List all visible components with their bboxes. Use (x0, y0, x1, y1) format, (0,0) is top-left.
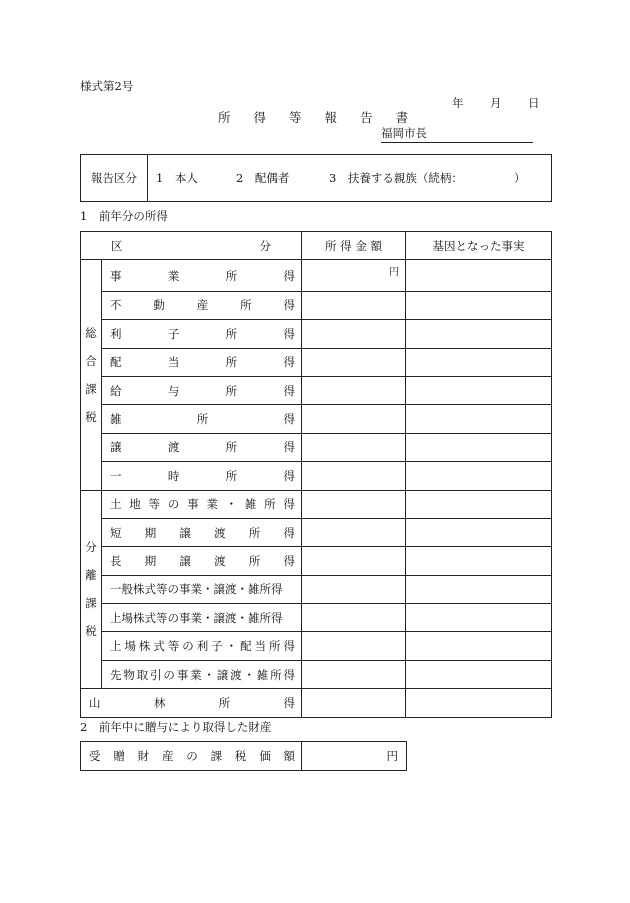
col-amount: 所 得 金 額 (302, 232, 406, 260)
basis-cell[interactable] (406, 689, 552, 717)
amount-cell[interactable] (302, 462, 406, 490)
amount-cell[interactable]: 円 (302, 260, 406, 291)
date-month: 月 (490, 96, 502, 110)
row-label: 土 地 等 の 事 業 ・ 雑 所 得 (102, 490, 302, 518)
basis-cell[interactable] (406, 376, 552, 404)
table-row (81, 742, 407, 771)
basis-cell[interactable] (406, 405, 552, 433)
table-row (81, 348, 552, 376)
gift-amount-cell[interactable]: 円 (302, 742, 407, 771)
basis-cell[interactable] (406, 291, 552, 319)
basis-cell[interactable] (406, 632, 552, 660)
group2-label: 分 離 課 税 (81, 490, 102, 689)
amount-cell[interactable] (302, 376, 406, 404)
amount-cell[interactable] (302, 575, 406, 603)
amount-cell[interactable] (302, 660, 406, 688)
table-row (81, 462, 552, 490)
table-row (81, 689, 552, 717)
row-label: 配 当 所 得 (102, 348, 302, 376)
gift-table (80, 741, 407, 771)
table-row (81, 575, 552, 603)
row-label: 事 業 所 得 (102, 260, 302, 291)
amount-cell[interactable] (302, 433, 406, 461)
amount-cell[interactable] (302, 604, 406, 632)
income-table (80, 231, 552, 718)
col-category (81, 232, 302, 260)
basis-cell[interactable] (406, 518, 552, 546)
basis-cell[interactable] (406, 575, 552, 603)
group1-label: 総 合 課 税 (81, 260, 102, 490)
amount-cell[interactable] (302, 291, 406, 319)
table-row (81, 260, 552, 291)
option-spouse[interactable]: 2 配偶者 (236, 171, 290, 185)
basis-cell[interactable] (406, 547, 552, 575)
table-row (81, 433, 552, 461)
gift-row-label: 受 贈 財 産 の 課 税 価 額 (81, 742, 302, 771)
row-label: 短 期 譲 渡 所 得 (102, 518, 302, 546)
option-dependent-close: ） (514, 171, 526, 185)
row-label: 利 子 所 得 (102, 320, 302, 348)
date-line (452, 95, 540, 111)
row-label-forest: 山 林 所 得 (81, 689, 302, 717)
report-class-table (80, 154, 552, 202)
table-row (81, 660, 552, 688)
title-char: 所 (218, 110, 231, 125)
table-row (81, 376, 552, 404)
basis-cell[interactable] (406, 260, 552, 291)
title-char: 等 (289, 110, 302, 125)
report-class-label: 報告区分 (81, 155, 148, 202)
date-day: 日 (528, 96, 540, 110)
col-category-left: 区 (111, 238, 123, 253)
row-label: 一 時 所 得 (102, 462, 302, 490)
document-title (218, 108, 408, 126)
table-row (81, 632, 552, 660)
option-dependent[interactable]: 3 扶養する親族（続柄： (329, 171, 463, 185)
title-char: 書 (395, 110, 409, 125)
amount-cell[interactable] (302, 547, 406, 575)
basis-cell[interactable] (406, 348, 552, 376)
table-row (81, 405, 552, 433)
table-row (81, 547, 552, 575)
table-row (81, 518, 552, 546)
amount-cell[interactable] (302, 689, 406, 717)
addressee: 福岡市長 (381, 125, 533, 143)
title-char: 報 (324, 110, 338, 125)
row-label: 給 与 所 得 (102, 376, 302, 404)
amount-cell[interactable] (302, 632, 406, 660)
row-label: 先 物 取 引 の 事 業 ・ 譲 渡 ・ 雑 所 得 (102, 660, 302, 688)
row-label: 不 動 産 所 得 (102, 291, 302, 319)
row-label: 長 期 譲 渡 所 得 (102, 547, 302, 575)
basis-cell[interactable] (406, 490, 552, 518)
report-class-options (148, 155, 552, 202)
table-row (81, 291, 552, 319)
basis-cell[interactable] (406, 604, 552, 632)
form-id: 様式第2号 (80, 79, 134, 93)
amount-cell[interactable] (302, 518, 406, 546)
table-row (81, 604, 552, 632)
col-basis: 基因となった事実 (406, 232, 552, 260)
row-label: 雑 所 得 (102, 405, 302, 433)
row-label: 一般株式等の事業・譲渡・雑所得 (102, 575, 302, 603)
amount-cell[interactable] (302, 405, 406, 433)
amount-cell[interactable] (302, 348, 406, 376)
col-category-right: 分 (259, 238, 271, 253)
basis-cell[interactable] (406, 660, 552, 688)
table-row (81, 490, 552, 518)
table-row (81, 320, 552, 348)
row-label: 上場株式等の事業・譲渡・雑所得 (102, 604, 302, 632)
income-header-row (81, 232, 552, 260)
title-char: 得 (253, 110, 267, 125)
basis-cell[interactable] (406, 462, 552, 490)
amount-cell[interactable] (302, 490, 406, 518)
row-label: 譲 渡 所 得 (102, 433, 302, 461)
section2-heading: 2 前年中に贈与により取得した財産 (80, 720, 272, 734)
option-self[interactable]: 1 本人 (156, 171, 198, 185)
row-label: 上 場 株 式 等 の 利 子 ・ 配 当 所 得 (102, 632, 302, 660)
title-char: 告 (360, 110, 373, 125)
date-year: 年 (452, 96, 464, 110)
amount-cell[interactable] (302, 320, 406, 348)
section1-heading: 1 前年分の所得 (80, 209, 168, 223)
basis-cell[interactable] (406, 320, 552, 348)
basis-cell[interactable] (406, 433, 552, 461)
